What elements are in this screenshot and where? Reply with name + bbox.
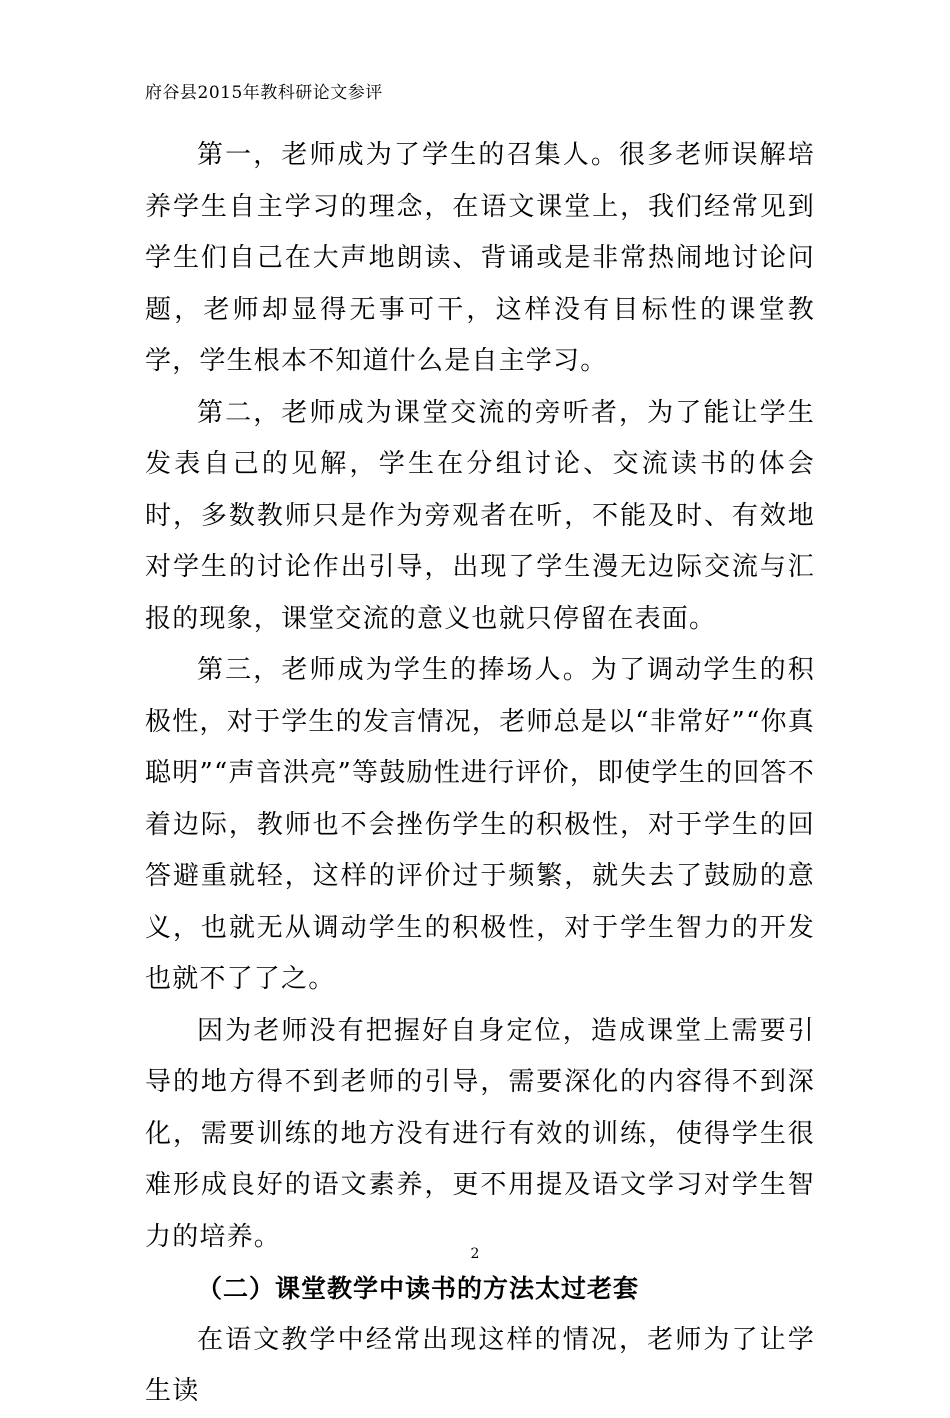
- paragraph-conclusion: 因为老师没有把握好自身定位，造成课堂上需要引导的地方得不到老师的引导，需要深化的内容得不到深化，需要训练的地方没有进行有效的训练，使得学生很难形成良好的语文素养，更不用提及语文学习对学生智力的培养。: [145, 1015, 815, 1252]
- page-header: 府谷县2015年教科研论文参评: [145, 83, 383, 103]
- paragraph-first-point: 第一，老师成为了学生的召集人。很多老师误解培养学生自主学习的理念，在语文课堂上，我们经常见到学生们自己在大声地朗读、背诵或是非常热闹地讨论问题，老师却显得无事可干，这样没有目标性的课堂教学，学生根本不知道什么是自主学习。: [145, 140, 815, 376]
- paragraph-section-intro: 在语文教学中经常出现这样的情况，老师为了让学生读: [145, 1324, 815, 1406]
- page-number: 2: [470, 1246, 480, 1262]
- paragraph-second-point: 第二，老师成为课堂交流的旁听者，为了能让学生发表自己的见解，学生在分组讨论、交流读书的体会时，多数教师只是作为旁观者在听，不能及时、有效地对学生的讨论作出引导，出现了学生漫无边际交流与汇报的现象，课堂交流的意义也就只停留在表面。: [145, 397, 815, 634]
- document-body: [145, 130, 815, 1418]
- section-heading: （二）课堂教学中读书的方法太过老套: [197, 1274, 640, 1303]
- paragraph-third-point: 第三，老师成为学生的捧场人。为了调动学生的积极性，对于学生的发言情况，老师总是以“非常好”“你真聪明”“声音洪亮”等鼓励性进行评价，即使学生的回答不着边际，教师也不会挫伤学生的积极性，对于学生的回答避重就轻，这样的评价过于频繁，就失去了鼓励的意义，也就无从调动学生的积极性，对于学生智力的开发也就不了了之。: [145, 655, 815, 994]
